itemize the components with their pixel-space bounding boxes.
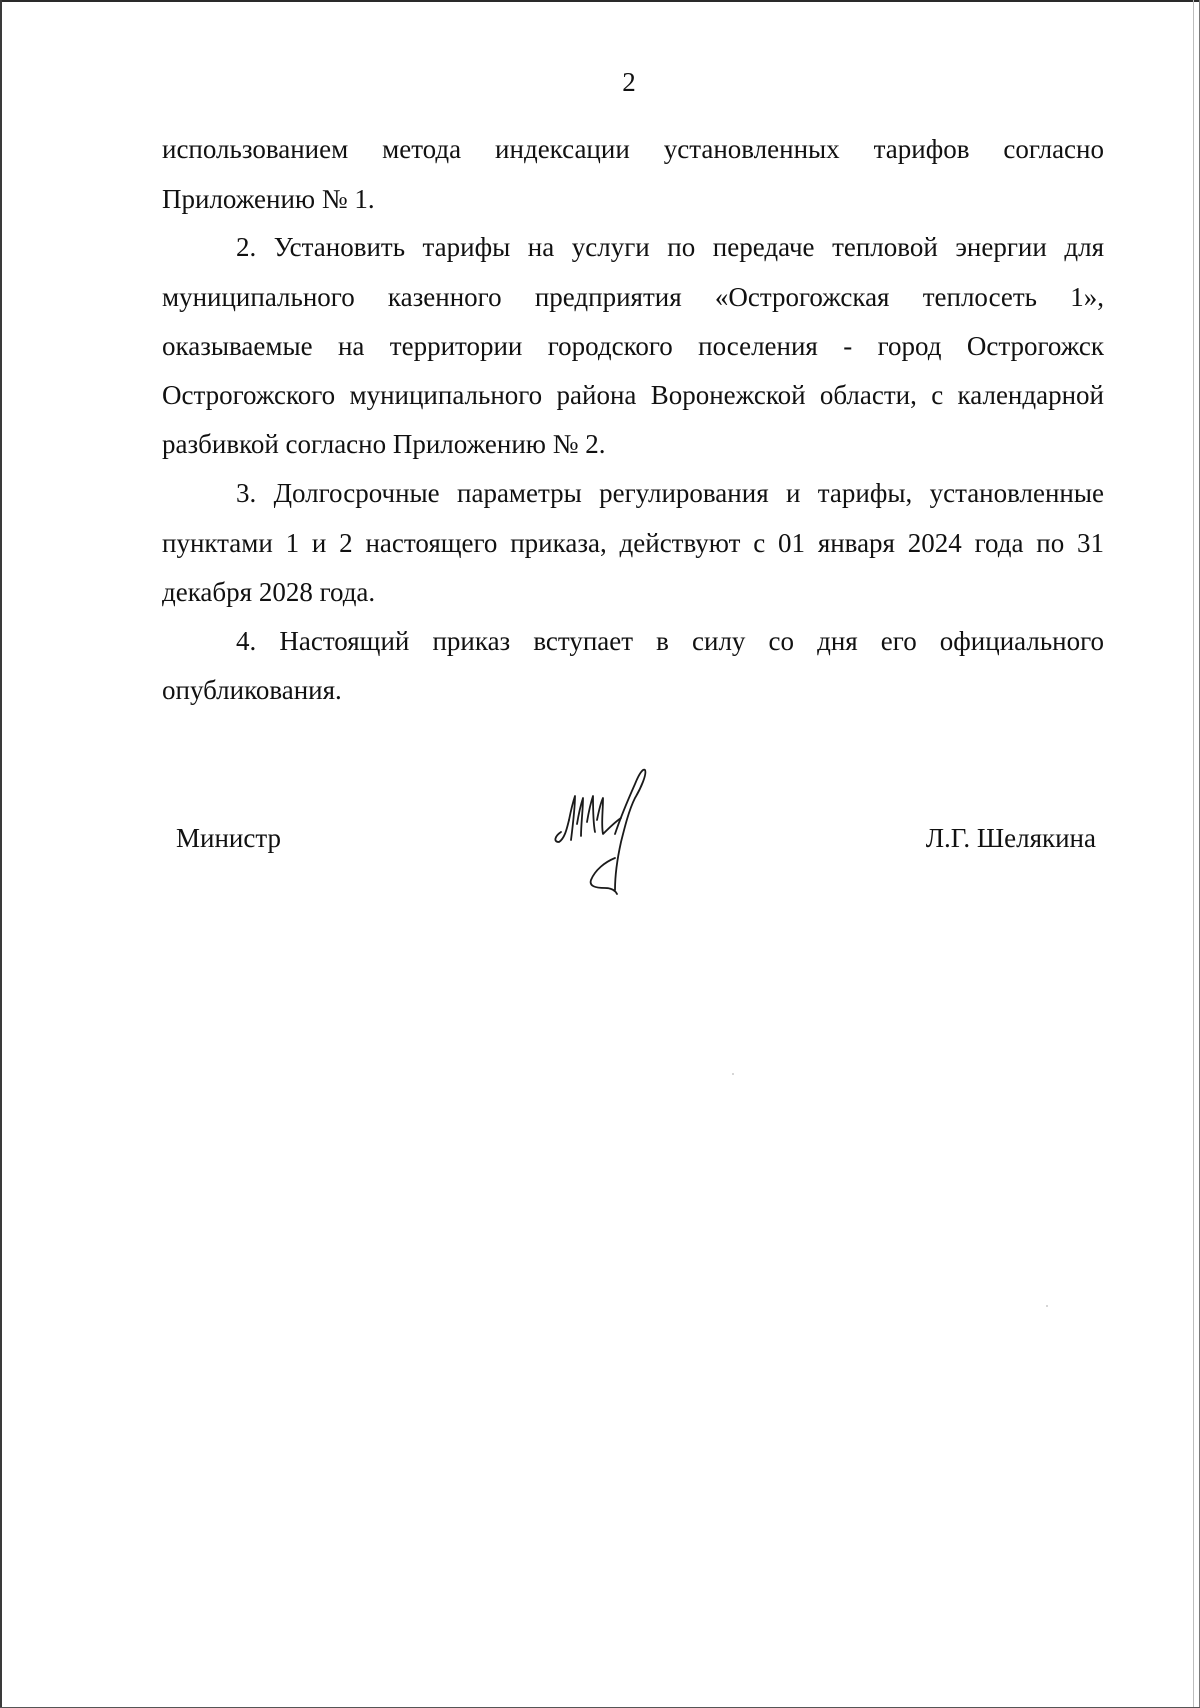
paragraph-2-line-4: Острогожского муниципального района Воронежской области, с календарной — [162, 380, 1104, 410]
paragraph-3-line-1: 3. Долгосрочные параметры регулирования и тарифы, установленные — [236, 478, 1104, 508]
page-number: 2 — [622, 67, 636, 97]
scan-speck — [1046, 1305, 1048, 1307]
paragraph-3-line-3: декабря 2028 года. — [162, 577, 376, 607]
signatory-name: Л.Г. Шелякина — [925, 823, 1096, 853]
handwritten-signature — [535, 762, 685, 922]
paragraph-2-line-3: оказываемые на территории городского поселения - город Острогожск — [162, 331, 1104, 361]
paragraph-1-line-2: Приложению № 1. — [162, 184, 375, 214]
scan-speck — [732, 1073, 734, 1075]
paragraph-1-line-1: использованием метода индексации установленных тарифов согласно — [162, 134, 1104, 164]
signatory-title: Министр — [176, 823, 281, 853]
paragraph-2-line-1: 2. Установить тарифы на услуги по передаче тепловой энергии для — [236, 232, 1104, 262]
paragraph-2-line-2: муниципального казенного предприятия «Острогожская теплосеть 1», — [162, 282, 1104, 312]
paragraph-4-line-1: 4. Настоящий приказ вступает в силу со дня его официального — [236, 626, 1104, 656]
paragraph-2-line-5: разбивкой согласно Приложению № 2. — [162, 429, 606, 459]
paragraph-3-line-2: пунктами 1 и 2 настоящего приказа, действуют с 01 января 2024 года по 31 — [162, 528, 1104, 558]
scan-border-top — [0, 0, 1200, 2]
paragraph-4-line-2: опубликования. — [162, 675, 342, 705]
